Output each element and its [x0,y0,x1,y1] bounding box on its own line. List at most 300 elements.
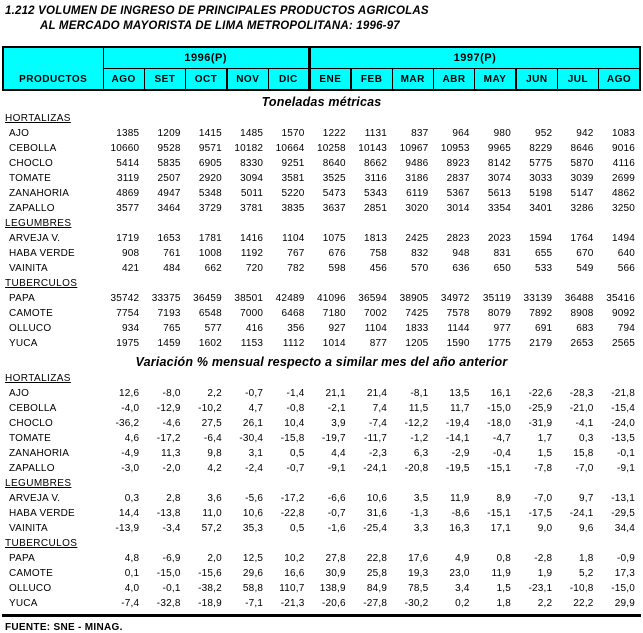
data-cell: 6468 [281,308,305,319]
data-cell: -0,4 [492,448,511,459]
data-cell: 21,1 [325,388,346,399]
data-cell: 6119 [406,188,429,199]
data-cell: 636 [452,263,470,274]
group-label: TUBERCULOS [5,538,78,549]
data-cell: 35742 [110,293,140,304]
data-cell: -30,4 [239,433,264,444]
data-cell: -13,8 [156,508,181,519]
data-cell: 4116 [612,158,635,169]
data-cell: 934 [122,323,140,334]
data-cell: -4,6 [162,418,181,429]
table-row [3,201,640,216]
data-cell: 4862 [611,188,635,199]
data-cell: 3119 [116,173,140,184]
data-cell: 1775 [487,338,511,349]
month-header-1997-ENE: ENE [309,69,350,91]
group-header-row [3,536,640,551]
data-cell: 3033 [529,173,553,184]
page-title-line-1: 1.212 VOLUMEN DE INGRESO DE PRINCIPALES PRODUCTOS AGRICOLAS [5,5,429,17]
data-cell: 34,4 [614,523,635,534]
month-header-1996-SET: SET [144,69,185,91]
data-cell: 927 [328,323,346,334]
data-cell: 484 [163,263,181,274]
data-cell: 8662 [364,158,388,169]
data-cell: 676 [328,248,346,259]
data-cell: -12,2 [404,418,429,429]
data-cell: 456 [369,263,388,274]
data-cell: -15,0 [487,403,511,414]
source-note: FUENTE: SNE - MINAG. [2,614,641,633]
data-cell: 16,1 [490,388,511,399]
data-cell: 5348 [198,188,222,199]
data-cell: 8142 [487,158,511,169]
data-cell: 5613 [487,188,511,199]
data-cell: -17,2 [280,493,305,504]
data-cell: -21,8 [611,388,635,399]
data-cell: -5,6 [245,493,264,504]
product-label: YUCA [9,598,38,609]
data-cell: -2,1 [327,403,346,414]
data-cell: -13,5 [611,433,635,444]
data-cell: 1416 [240,233,264,244]
data-cell: 1590 [446,338,470,349]
table-row [3,261,640,276]
data-cell: 1008 [198,248,222,259]
data-cell: 8229 [529,143,553,154]
data-cell: 1083 [611,128,635,139]
year-header-1996(P): 1996(P) [103,47,309,69]
section-title-row [3,351,640,371]
data-cell: 977 [493,323,511,334]
group-header-row [3,276,640,291]
data-cell: 3835 [281,203,305,214]
month-header-1996-DIC: DIC [268,69,309,91]
data-cell: 12,5 [242,553,264,564]
group-header-row [3,371,640,386]
data-cell: 1104 [282,233,305,244]
data-cell: -14,1 [445,433,470,444]
data-cell: 57,2 [201,523,222,534]
data-cell: 3525 [322,173,346,184]
data-cell: 21,4 [366,388,388,399]
data-cell: 1,5 [496,583,511,594]
data-cell: 3637 [322,203,346,214]
data-cell: 964 [452,128,470,139]
data-cell: -15,1 [487,463,511,474]
data-cell: -20,6 [321,598,346,609]
data-cell: -1,6 [327,523,346,534]
table-header [3,47,640,90]
data-cell: -4,7 [492,433,511,444]
table-row [3,506,640,521]
data-cell: 4869 [116,188,140,199]
data-cell: 22,2 [573,598,594,609]
data-cell: 3,3 [413,523,429,534]
data-cell: -15,1 [487,508,511,519]
data-cell: 1014 [322,338,346,349]
data-cell: 1,9 [537,568,553,579]
section-title: Variación % mensual respecto a similar mes del año anterior [135,355,508,369]
data-cell: 6905 [198,158,222,169]
data-cell: 1205 [405,338,429,349]
data-cell: -17,5 [528,508,553,519]
table-body [3,90,640,611]
group-header-row [3,216,640,231]
data-cell: 138,9 [319,583,346,594]
data-cell: 3,4 [455,583,470,594]
data-cell: 35416 [606,293,635,304]
data-cell: 4,2 [207,463,222,474]
data-cell: 17,6 [408,553,429,564]
data-cell: 29,6 [242,568,264,579]
data-cell: 30,9 [325,568,346,579]
data-cell: 2851 [364,203,388,214]
data-cell: 948 [452,248,470,259]
data-cell: 761 [163,248,181,259]
data-cell: 4,0 [124,583,140,594]
data-cell: 1494 [611,233,635,244]
data-cell: 1764 [570,233,594,244]
data-cell: 16,6 [284,568,305,579]
data-cell: 3286 [570,203,594,214]
product-label: CEBOLLA [9,143,57,154]
data-cell: -9,1 [616,463,635,474]
data-cell: -10,2 [198,403,222,414]
data-cell: 9,8 [207,448,222,459]
data-cell: 5343 [364,188,388,199]
data-cell: 691 [534,323,553,334]
data-cell: 7000 [240,308,264,319]
data-cell: 36459 [193,293,222,304]
month-header-1997-AGO: AGO [599,69,640,91]
product-label: CHOCLO [9,418,53,429]
data-cell: 9965 [487,143,511,154]
data-cell: -8,6 [451,508,470,519]
data-cell: 9016 [611,143,635,154]
table-row [3,126,640,141]
data-cell: 13,5 [449,388,470,399]
data-cell: 782 [287,263,305,274]
product-label: AJO [9,388,30,399]
data-cell: 0,1 [124,568,140,579]
data-cell: 0,5 [289,523,305,534]
data-cell: 12,6 [119,388,140,399]
data-cell: 5870 [570,158,594,169]
data-cell: -11,7 [364,433,388,444]
data-cell: 9251 [281,158,305,169]
data-cell: 5367 [446,188,470,199]
data-cell: 15,8 [573,448,594,459]
product-label: PAPA [9,553,35,564]
data-cell: 2653 [570,338,594,349]
product-label: CAMOTE [9,568,53,579]
data-cell: -25,9 [528,403,553,414]
data-cell: 38501 [234,293,264,304]
data-cell: -0,9 [616,553,635,564]
data-cell: 2699 [611,173,635,184]
table-row [3,416,640,431]
data-cell: 34972 [440,293,470,304]
data-cell: 35119 [482,293,511,304]
data-cell: -21,0 [569,403,594,414]
data-cell: 1459 [157,338,181,349]
data-cell: 27,8 [325,553,346,564]
data-cell: -19,7 [321,433,346,444]
data-cell: 17,1 [490,523,511,534]
year-header-row [3,47,640,69]
data-cell: 35,3 [242,523,264,534]
data-cell: 1,7 [537,433,553,444]
data-cell: 1975 [116,338,140,349]
data-cell: 10953 [440,143,470,154]
data-cell: 1131 [364,128,388,139]
data-cell: 8923 [446,158,470,169]
data-cell: -4,0 [121,403,140,414]
data-cell: -13,9 [115,523,140,534]
data-cell: 17,3 [614,568,635,579]
product-label: PAPA [9,293,35,304]
data-cell: -0,7 [286,463,305,474]
data-cell: 10660 [110,143,140,154]
data-cell: 3781 [240,203,264,214]
month-header-1997-JUL: JUL [557,69,598,91]
data-cell: -6,4 [203,433,222,444]
data-cell: 9528 [157,143,181,154]
data-cell: 3020 [405,203,429,214]
data-cell: 1781 [198,233,222,244]
data-cell: 6,3 [413,448,429,459]
data-cell: 36488 [564,293,594,304]
data-cell: 5775 [529,158,553,169]
data-cell: 11,7 [450,403,470,414]
month-header-1997-ABR: ABR [433,69,474,91]
data-cell: 3,6 [207,493,222,504]
table-row [3,156,640,171]
data-cell: 837 [411,128,429,139]
table-row [3,461,640,476]
data-cell: 84,9 [366,583,388,594]
data-cell: 1813 [364,233,388,244]
data-cell: 8908 [570,308,594,319]
data-cell: 8646 [570,143,594,154]
data-cell: 5011 [240,188,264,199]
data-cell: -22,6 [528,388,553,399]
data-cell: 22,8 [366,553,388,564]
data-cell: -24,1 [363,463,388,474]
data-cell: 3039 [570,173,594,184]
product-label: ZAPALLO [9,463,55,474]
product-label: CHOCLO [9,158,53,169]
data-cell: 1104 [364,323,388,334]
data-cell: -9,1 [327,463,346,474]
product-label: HABA VERDE [9,248,75,259]
month-header-1997-FEB: FEB [351,69,392,91]
data-cell: -28,3 [569,388,594,399]
data-cell: 980 [493,128,511,139]
data-cell: 952 [534,128,553,139]
data-cell: -7,8 [534,463,553,474]
data-cell: 2837 [446,173,470,184]
data-cell: 1602 [198,338,222,349]
data-cell: 1075 [322,233,346,244]
table-row [3,566,640,581]
data-cell: 1192 [240,248,264,259]
data-cell: -1,4 [286,388,305,399]
data-cell: -31,9 [528,418,553,429]
product-label: ZANAHORIA [9,188,70,199]
products-column-header: PRODUCTOS [3,47,103,90]
product-label: CAMOTE [9,308,53,319]
data-cell: 831 [493,248,511,259]
data-cell: -32,8 [156,598,181,609]
data-cell: 10258 [316,143,346,154]
data-cell: -0,7 [245,388,264,399]
data-cell: 42489 [275,293,305,304]
data-cell: 640 [617,248,635,259]
data-cell: 11,9 [491,568,511,579]
data-cell: 9092 [611,308,635,319]
group-label: LEGUMBRES [5,218,72,229]
data-cell: 2,2 [537,598,553,609]
data-cell: 1,8 [496,598,511,609]
data-cell: 11,5 [408,403,429,414]
data-cell: -7,1 [245,598,264,609]
data-cell: -7,4 [369,418,388,429]
data-cell: -2,0 [162,463,181,474]
data-cell: 31,6 [366,508,388,519]
table-row [3,446,640,461]
data-cell: 5220 [281,188,305,199]
data-cell: -0,1 [162,583,181,594]
data-cell: 1719 [116,233,140,244]
data-cell: 2425 [405,233,429,244]
group-header-row [3,476,640,491]
month-header-1997-MAR: MAR [392,69,433,91]
product-label: TOMATE [9,173,51,184]
data-cell: 7578 [446,308,470,319]
data-cell: 3354 [487,203,511,214]
month-header-1996-AGO: AGO [103,69,144,91]
data-cell: 3,9 [331,418,346,429]
data-cell: 3074 [487,173,511,184]
data-cell: 2,0 [207,553,222,564]
data-cell: 2920 [198,173,222,184]
data-cell: 10143 [358,143,388,154]
data-cell: 78,5 [408,583,429,594]
data-cell: 9486 [405,158,429,169]
data-cell: -18,0 [487,418,511,429]
data-cell: -27,8 [363,598,388,609]
data-cell: 598 [328,263,346,274]
table-row [3,321,640,336]
data-cell: 421 [122,263,140,274]
data-cell: 36594 [358,293,388,304]
data-cell: 33139 [523,293,553,304]
data-cell: 1112 [282,338,305,349]
data-cell: 683 [576,323,594,334]
data-cell: 4947 [157,188,181,199]
data-cell: -25,4 [363,523,388,534]
data-cell: 14,4 [119,508,140,519]
data-cell: 1385 [116,128,140,139]
table-row [3,596,640,611]
data-cell: 10,6 [242,508,264,519]
data-cell: 794 [617,323,635,334]
data-cell: 5147 [570,188,594,199]
data-cell: 4,4 [331,448,346,459]
data-cell: 1833 [405,323,429,334]
data-cell: 9571 [198,143,222,154]
table-row [3,246,640,261]
data-cell: 110,7 [279,583,305,594]
volume-table [2,46,641,611]
data-cell: 2823 [446,233,470,244]
year-header-1997(P): 1997(P) [309,47,640,69]
data-cell: -19,5 [445,463,470,474]
month-header-1996-OCT: OCT [186,69,227,91]
data-cell: 29,9 [614,598,635,609]
product-label: ZAPALLO [9,203,55,214]
data-cell: -7,0 [575,463,594,474]
table-row [3,141,640,156]
product-label: OLLUCO [9,583,52,594]
data-cell: 1594 [529,233,553,244]
data-cell: 41096 [316,293,346,304]
data-cell: 356 [287,323,305,334]
table-row [3,491,640,506]
data-cell: 8,9 [496,493,511,504]
product-label: ZANAHORIA [9,448,70,459]
data-cell: 7425 [405,308,429,319]
data-cell: -10,8 [569,583,594,594]
table-row [3,171,640,186]
data-cell: -17,2 [156,433,181,444]
data-cell: 570 [411,263,429,274]
table-row [3,401,640,416]
data-cell: 908 [122,248,140,259]
data-cell: -0,1 [616,448,635,459]
data-cell: 0,3 [124,493,140,504]
group-label: LEGUMBRES [5,478,72,489]
data-cell: 9,7 [579,493,594,504]
data-cell: -15,6 [198,568,222,579]
data-cell: -29,5 [611,508,635,519]
data-cell: 758 [369,248,388,259]
table-row [3,431,640,446]
data-cell: 3116 [364,173,388,184]
data-cell: -12,9 [156,403,181,414]
data-cell: 16,3 [449,523,470,534]
data-cell: 7193 [157,308,181,319]
data-cell: 720 [245,263,264,274]
product-label: CEBOLLA [9,403,57,414]
data-cell: 7754 [116,308,140,319]
data-cell: 2179 [529,338,553,349]
data-cell: 5,2 [579,568,594,579]
data-cell: -15,8 [280,433,305,444]
product-label: TOMATE [9,433,51,444]
data-cell: 0,2 [455,598,470,609]
data-cell: 10,4 [284,418,305,429]
data-cell: 5473 [322,188,346,199]
data-cell: 416 [245,323,264,334]
data-cell: 3581 [281,173,305,184]
data-cell: 3014 [446,203,470,214]
data-cell: 533 [534,263,553,274]
data-cell: -1,2 [410,433,429,444]
data-cell: 549 [576,263,594,274]
data-cell: 11,0 [202,508,222,519]
